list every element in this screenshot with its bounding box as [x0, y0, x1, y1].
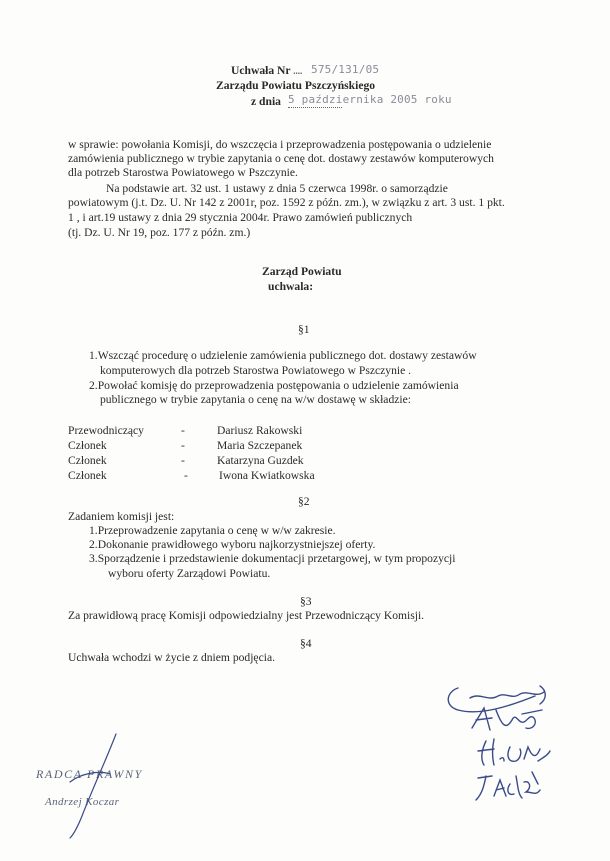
basis-line-2: powiatowym (j.t. Dz. U. Nr 142 z 2001r, poz. 1592 z późn. zm.), w związku z art. 3 ust. 1 pkt. — [68, 196, 505, 209]
section-1-item-2-line-2: publicznego w trybie zapytania o cenę na w/w dostawę w składzie: — [100, 393, 411, 406]
signature-2 — [462, 700, 552, 736]
section-2-heading: §2 — [298, 495, 310, 508]
section-3-heading: §3 — [300, 595, 312, 608]
resolution-label: Uchwała Nr — [231, 64, 291, 77]
stamp-signature — [40, 730, 140, 840]
resolution-title — [231, 64, 302, 78]
member-role: Członek — [68, 439, 107, 452]
section-2-task-3: 3.Sporządzenie i przedstawienie dokumentacji przetargowej, w tym propozycji — [89, 552, 456, 565]
number-dots: .... — [293, 66, 303, 76]
resolution-number: 575/131/05 — [311, 63, 380, 76]
member-name: Maria Szczepanek — [217, 439, 303, 452]
stamp-title: RADCA PRAWNY — [36, 767, 143, 781]
subject-line-3: dla potrzeb Starostwa Powiatowego w Pszczynie. — [68, 166, 298, 179]
section-2-task-1: 1.Przeprowadzenie zapytania o cenę w w/w zakresie. — [89, 524, 336, 537]
section-3-text: Za prawidłową pracę Komisji odpowiedzialny jest Przewodniczący Komisji. — [68, 609, 425, 622]
member-name: Dariusz Rakowski — [217, 424, 303, 437]
signature-4 — [470, 768, 550, 804]
section-4-text: Uchwała wchodzi w życie z dniem podjęcia. — [68, 651, 275, 664]
member-name: Iwona Kwiatkowska — [219, 469, 315, 482]
section-2-task-2: 2.Dokonanie prawidłowego wyboru najkorzystniejszej oferty. — [89, 538, 376, 551]
section-2-intro: Zadaniem komisji jest: — [68, 510, 175, 523]
date-underline — [288, 107, 342, 108]
stamp-name: Andrzej Koczar — [45, 796, 120, 808]
member-dash: - — [181, 454, 185, 467]
section-1-item-1-line-2: komputerowych dla potrzeb Starostwa Powiatowego w Pszczynie . — [100, 364, 412, 377]
member-role: Przewodniczący — [68, 424, 144, 437]
resolves-heading: Zarząd Powiatu — [262, 265, 342, 278]
basis-line-4: (tj. Dz. U. Nr 19, poz. 177 z późn. zm.) — [68, 226, 251, 239]
basis-line-3: 1 , i art.19 ustawy z dnia 29 stycznia 2004r. Prawo zamówień publicznych — [68, 211, 413, 224]
section-4-heading: §4 — [300, 637, 312, 650]
section-1-item-2-line-1: 2.Powołać komisję do przeprowadzenia postępowania o udzielenie zamówienia — [89, 379, 459, 392]
member-dash: - — [181, 424, 185, 437]
section-1-item-1-line-1: 1.Wszcząć procedurę o udzielenie zamówienia publicznego dot. dostawy zestawów — [89, 349, 477, 362]
member-role: Członek — [68, 469, 107, 482]
subject-line-1: w sprawie: powołania Komisji, do wszczęcia i przeprowadzenia postępowania o udzielenie — [68, 138, 492, 151]
section-2-task-3-cont: wyboru oferty Zarządowi Powiatu. — [108, 567, 271, 580]
section-1-heading: §1 — [298, 323, 310, 336]
subject-line-2: zamówienia publicznego w trybie zapytania o cenę dot. dostawy zestawów komputerowych — [68, 152, 494, 165]
resolution-date: 5 października 2005 roku — [288, 93, 452, 106]
member-name: Katarzyna Guzdek — [217, 454, 304, 467]
member-dash: - — [181, 439, 185, 452]
board-name: Zarządu Powiatu Pszczyńskiego — [216, 79, 376, 92]
basis-line-1: Na podstawie art. 32 ust. 1 ustawy z dnia 5 czerwca 1998r. o samorządzie — [106, 182, 448, 195]
resolves-subheading: uchwala: — [268, 280, 314, 293]
signature-3 — [474, 735, 554, 769]
member-dash: - — [184, 469, 188, 482]
member-role: Członek — [68, 454, 107, 467]
date-label: z dnia — [251, 95, 281, 108]
